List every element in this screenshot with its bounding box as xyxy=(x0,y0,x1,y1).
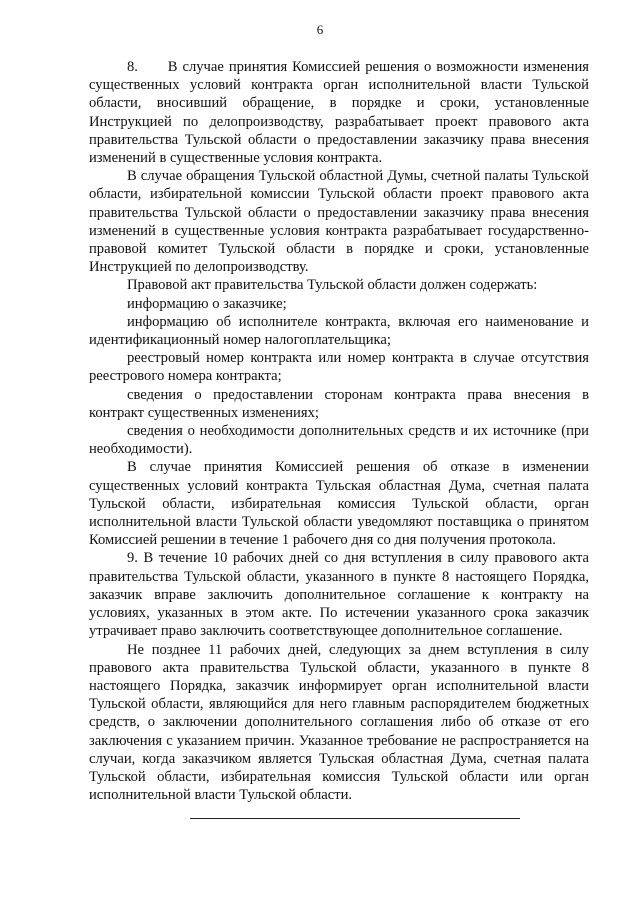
document-body xyxy=(89,58,589,804)
paragraph-duma-appeal: В случае обращения Тульской областной Думы, счетной палаты Тульской области, избирательной комиссии Тульской области проект правового акта правительства Тульской области о предоставлении заказчику права внесения изменений в существенные условия контракта разрабатывает государственно-правовой комитет Тульской области в порядке и сроки, установленные Инструкцией по делопроизводству. xyxy=(89,168,589,276)
list-item-additional-funds: сведения о необходимости дополнительных средств и их источнике (при необходимости). xyxy=(89,423,589,458)
paragraph-refusal-notice: В случае принятия Комиссией решения об отказе в изменении существенных условий контракта Тульская областная Дума, счетная палата Тульской области, избирательная комиссия Тульской области, орган исполнительной власти Тульской области уведомляют поставщика о принятом Комиссией решении в течение 1 рабочего дня со дня получения протокола. xyxy=(89,459,589,549)
list-item-amendment-rights: сведения о предоставлении сторонам контракта права внесения в контракт существенных изменениях; xyxy=(89,386,589,421)
footer-divider xyxy=(190,818,520,819)
page-number: 6 xyxy=(316,22,324,37)
list-item-registry-number: реестровый номер контракта или номер контракта в случае отсутствия реестрового номера контракта; xyxy=(89,350,589,385)
paragraph-customer-informs: Не позднее 11 рабочих дней, следующих за днем вступления в силу правового акта правительства Тульской области, указанного в пункте 8 настоящего Порядка, заказчик информирует орган исполнительной власти Тульской области, являющийся для него главным распорядителем бюджетных средств, о заключении дополнительного соглашения либо об отказе от его заключения с указанием причин. Указанное требование не распространяется на случаи, когда заказчиком является Тульская областная Дума, счетная палата Тульской области, избирательная комиссия Тульской области или орган исполнительной власти Тульской области. xyxy=(89,641,589,804)
list-item-contractor-info: информацию об исполнителе контракта, включая его наименование и идентификационный номер налогоплательщика; xyxy=(89,313,589,349)
list-item-customer-info: информацию о заказчике; xyxy=(127,295,287,312)
paragraph-item-8: 8. В случае принятия Комиссией решения о возможности изменения существенных условий контракта орган исполнительной власти Тульской области, вносивший обращение, в порядке и сроки, установленные Инструкцией по делопроизводству, разрабатывает проект правового акта правительства Тульской области о предоставлении заказчику права внесения изменений в существенные условия контракта. xyxy=(89,59,589,167)
paragraph-item-9: 9. В течение 10 рабочих дней со дня вступления в силу правового акта правительства Тульской области, указанного в пункте 8 настоящего Порядка, заказчик вправе заключить дополнительное соглашение к контракту на условиях, указанных в этом акте. По истечении указанного срока заказчик утрачивает право заключить соответствующее дополнительное соглашение. xyxy=(89,550,589,640)
paragraph-act-contents-intro: Правовой акт правительства Тульской области должен содержать: xyxy=(127,277,538,294)
